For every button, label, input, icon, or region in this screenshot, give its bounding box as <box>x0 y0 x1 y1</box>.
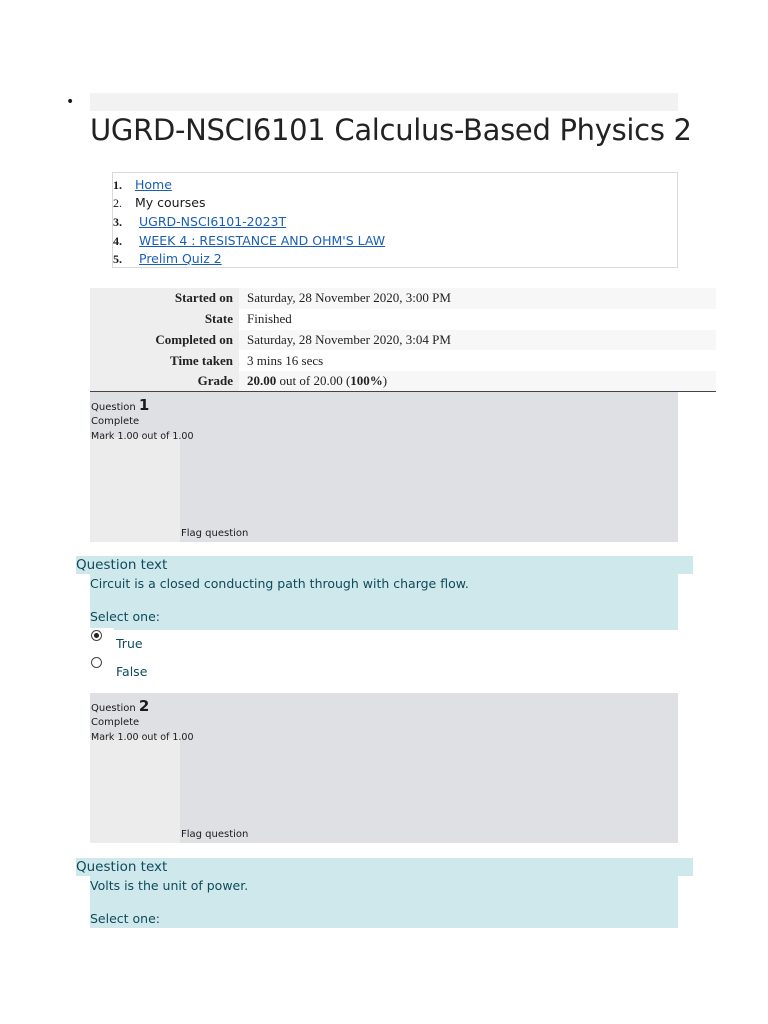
breadcrumb-number: 1. <box>113 178 122 192</box>
question-1-content <box>90 574 678 630</box>
question-info-side <box>90 437 180 542</box>
summary-row-completed <box>90 330 716 351</box>
flag-question-link[interactable]: Flag question <box>181 528 249 539</box>
select-one-prompt: Select one: <box>90 609 161 624</box>
question-number: Question 1 <box>91 396 150 414</box>
breadcrumb-link-course[interactable]: UGRD-NSCI6101-2023T <box>139 214 287 229</box>
summary-value: 3 mins 16 secs <box>247 352 324 368</box>
answer-true-label[interactable]: True <box>116 636 143 651</box>
top-bar <box>90 93 678 111</box>
grade-score: 20.00 <box>247 373 277 389</box>
answer-false-radio[interactable] <box>90 655 114 677</box>
summary-row-state <box>90 309 716 330</box>
bullet-marker: • <box>66 94 75 110</box>
grade-percent: 100% <box>350 373 383 389</box>
summary-value: Finished <box>247 311 292 327</box>
question-state: Complete <box>91 717 140 728</box>
summary-row-time-taken <box>90 350 716 371</box>
question-text: Circuit is a closed conducting path through with charge flow. <box>90 576 469 591</box>
question-info-side <box>90 738 180 843</box>
breadcrumb-number: 4. <box>113 234 122 248</box>
question-mark: Mark 1.00 out of 1.00 <box>91 431 194 442</box>
summary-label: Grade <box>90 371 239 392</box>
question-state: Complete <box>91 416 140 427</box>
breadcrumb-text-my-courses: My courses <box>135 195 206 210</box>
quiz-summary-table <box>90 288 716 392</box>
summary-value: Saturday, 28 November 2020, 3:00 PM <box>239 288 716 309</box>
flag-question-link[interactable]: Flag question <box>181 829 249 840</box>
question-text-heading: Question text <box>76 858 693 876</box>
summary-value <box>239 371 716 392</box>
breadcrumb-link-home[interactable]: Home <box>135 177 172 192</box>
breadcrumb-link-week[interactable]: WEEK 4 : RESISTANCE AND OHM'S LAW <box>139 233 386 248</box>
radio-selected-icon <box>91 630 102 641</box>
question-text: Volts is the unit of power. <box>90 878 249 893</box>
summary-label: State <box>90 309 239 330</box>
question-1-info <box>90 392 678 542</box>
summary-label: Started on <box>90 288 239 309</box>
question-number: Question 2 <box>91 697 150 715</box>
summary-row-started <box>90 288 716 309</box>
grade-mid: out of 20.00 ( <box>276 373 351 389</box>
answer-false-label[interactable]: False <box>116 664 148 679</box>
breadcrumb-number: 5. <box>113 252 122 266</box>
select-one-prompt: Select one: <box>90 911 161 926</box>
summary-label: Time taken <box>90 350 239 371</box>
grade-end: ) <box>382 373 388 389</box>
radio-unselected-icon <box>91 657 102 668</box>
question-mark: Mark 1.00 out of 1.00 <box>91 732 194 743</box>
question-2-info <box>90 693 678 843</box>
summary-row-grade <box>90 371 716 392</box>
breadcrumb-number: 3. <box>113 215 122 229</box>
answer-true-radio[interactable] <box>90 628 114 650</box>
breadcrumb <box>112 172 678 268</box>
summary-value: Saturday, 28 November 2020, 3:04 PM <box>239 330 716 351</box>
breadcrumb-link-quiz[interactable]: Prelim Quiz 2 <box>139 251 222 266</box>
summary-label: Completed on <box>90 330 239 351</box>
question-2-content <box>90 876 678 928</box>
page-title: UGRD-NSCI6101 Calculus-Based Physics 2 <box>90 113 692 147</box>
question-text-heading: Question text <box>76 556 693 574</box>
breadcrumb-number: 2. <box>113 196 122 210</box>
